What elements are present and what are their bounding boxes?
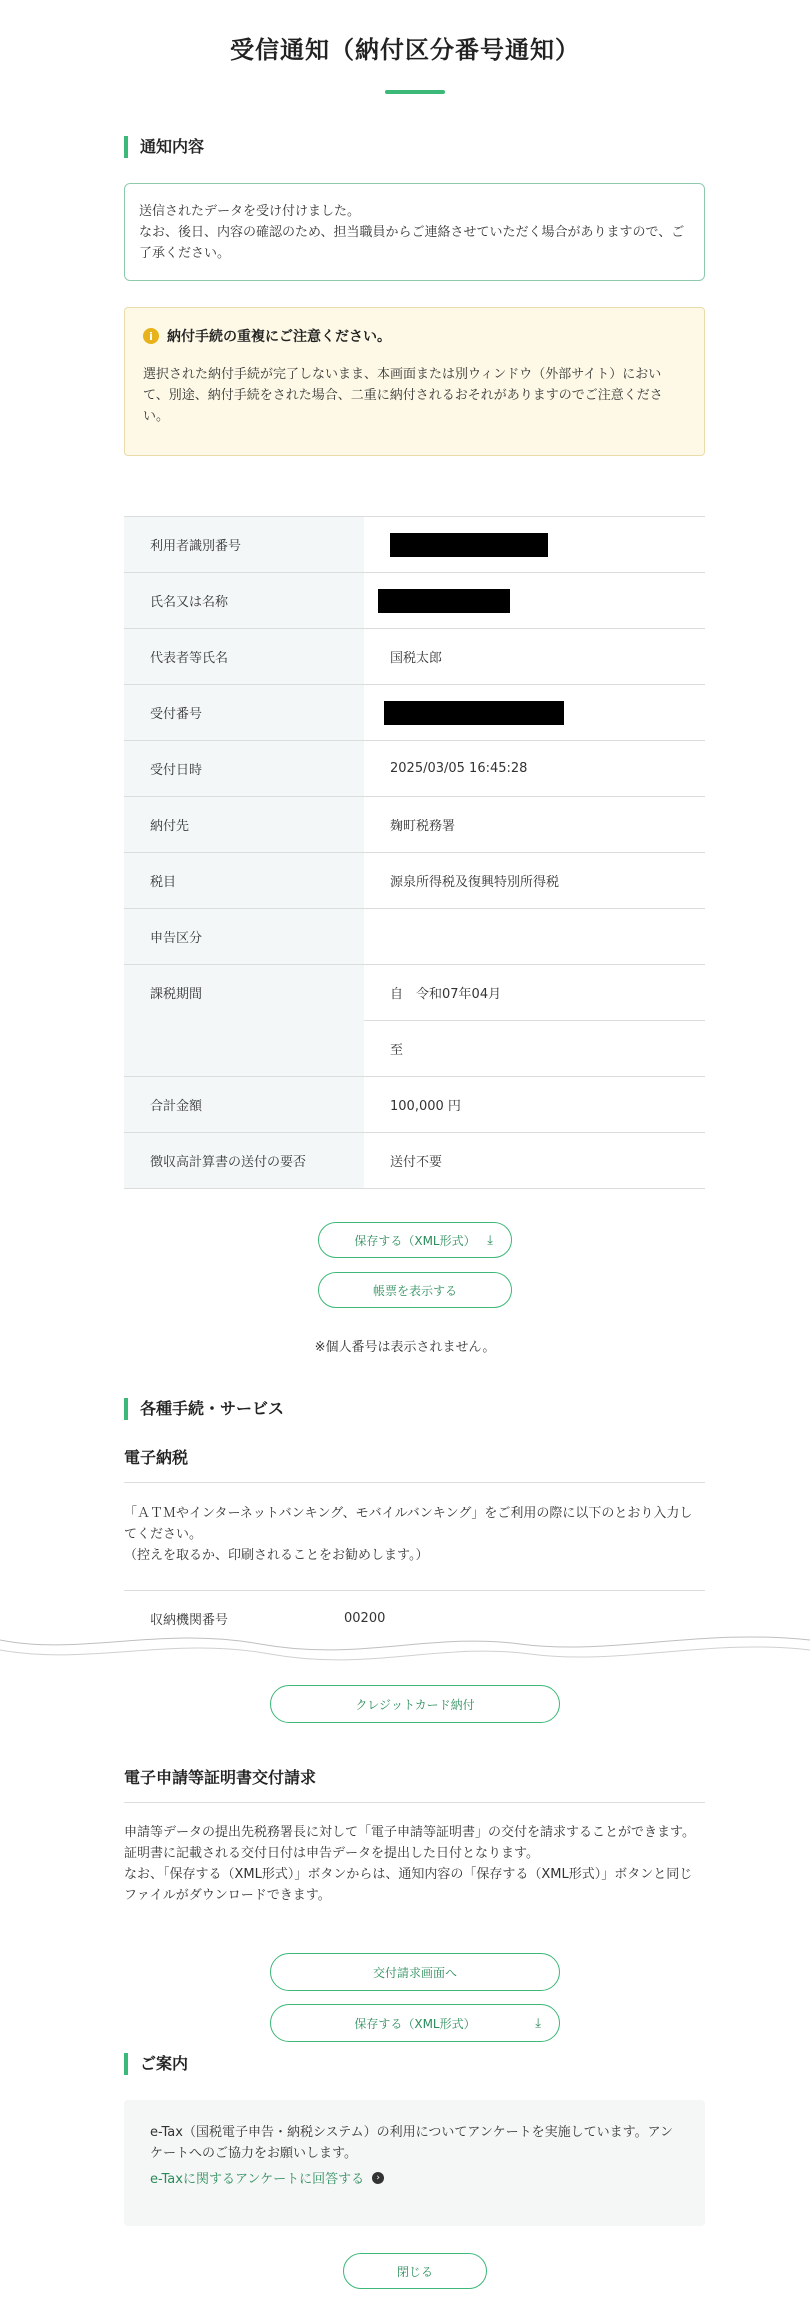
- period-from: 自 令和07年04月: [364, 965, 705, 1021]
- representative-value: 国税太郎: [390, 651, 443, 666]
- notice-box: [124, 183, 705, 281]
- survey-link-label: e-Taxに関するアンケートに回答する: [150, 2172, 365, 2187]
- save-xml-label: 保存する（XML形式）: [354, 1233, 476, 1248]
- close-button[interactable]: 閉じる: [343, 2253, 487, 2289]
- representative-label: 代表者等氏名: [124, 629, 364, 684]
- title-underline: [385, 90, 445, 94]
- torn-edge-divider: [0, 1626, 810, 1686]
- guide-box: [124, 2100, 705, 2226]
- table-row: [124, 741, 705, 797]
- cert-heading: 電子申請等証明書交付請求: [124, 1765, 705, 1803]
- info-icon: i: [143, 328, 159, 344]
- table-row: [124, 1077, 705, 1133]
- user-id-value: [364, 517, 705, 572]
- tax-item-value: 源泉所得税及復興特別所得税: [390, 875, 560, 890]
- guide-text: e-Tax（国税電子申告・納税システム）の利用についてアンケートを実施しています。アンケートへのご協力をお願いします。: [150, 2125, 674, 2161]
- epay-text-1: 「ＡＴＭやインターネットバンキング、モバイルバンキング」をご利用の際に以下のとおり入力してください。: [124, 1506, 693, 1542]
- table-row: [124, 797, 705, 853]
- save-xml-button-2[interactable]: [270, 2004, 560, 2042]
- receipt-datetime-value: 2025/03/05 16:45:28: [390, 761, 528, 776]
- epay-text-2: （控えを取るか、印刷されることをお勧めします。）: [124, 1548, 429, 1563]
- statement-value: 送付不要: [390, 1155, 443, 1170]
- store-number-label: 収納機関番号: [150, 1613, 229, 1628]
- name-value: [364, 573, 705, 628]
- cert-text-3: なお、「保存する（XML形式）」ボタンからは、通知内容の「保存する（XML形式）」ボタンと同じファイルがダウンロードできます。: [124, 1867, 693, 1903]
- tax-item-label: 税目: [124, 853, 364, 908]
- table-row: [124, 965, 705, 1077]
- show-form-button[interactable]: 帳票を表示する: [318, 1272, 512, 1308]
- table-row: [124, 853, 705, 909]
- receipt-number-label: 受付番号: [124, 685, 364, 740]
- period-value: [364, 965, 705, 1076]
- statement-label: 徴収高計算書の送付の要否: [124, 1133, 364, 1188]
- cert-text-1: 申請等データの提出先税務署長に対して「電子申請等証明書」の交付を請求することができます。: [124, 1825, 695, 1840]
- save-xml-2-label: 保存する（XML形式）: [354, 2016, 476, 2031]
- table-row: [124, 1133, 705, 1189]
- total-label: 合計金額: [124, 1077, 364, 1132]
- table-row: [124, 517, 705, 573]
- table-row: [124, 685, 705, 741]
- cert-text-2: 証明書に記載される交付日付は申告データを提出した日付となります。: [124, 1846, 539, 1861]
- declaration-label: 申告区分: [124, 909, 364, 964]
- page-title: 受信通知（納付区分番号通知）: [230, 36, 580, 64]
- save-xml-button[interactable]: [318, 1222, 512, 1258]
- table-row: [124, 909, 705, 965]
- period-label: 課税期間: [124, 965, 364, 1076]
- store-number-value: 00200: [344, 1611, 386, 1626]
- notice-message-1: 送信されたデータを受け付けました。: [139, 204, 361, 219]
- receipt-datetime-label: 受付日時: [124, 741, 364, 796]
- services-heading: 各種手続・サービス: [124, 1398, 284, 1420]
- table-row: [124, 629, 705, 685]
- request-page-button[interactable]: 交付請求画面へ: [270, 1953, 560, 1991]
- redacted-block: [378, 589, 510, 613]
- table-row: [124, 573, 705, 629]
- warning-box: [124, 307, 705, 456]
- warning-title-row: [143, 326, 686, 346]
- declaration-value: [364, 909, 705, 964]
- download-icon: ⤓: [487, 1232, 493, 1248]
- warning-title: 納付手続の重複にご注意ください。: [167, 329, 391, 345]
- user-id-label: 利用者識別番号: [124, 517, 364, 572]
- notice-heading: 通知内容: [124, 136, 204, 158]
- cert-instructions: [124, 1822, 705, 1906]
- name-label: 氏名又は名称: [124, 573, 364, 628]
- info-table: [124, 516, 705, 1189]
- epay-instructions: [124, 1503, 705, 1566]
- guide-heading: ご案内: [124, 2053, 188, 2075]
- download-icon: ⤓: [535, 2015, 541, 2031]
- warning-text: 選択された納付手続が完了しないまま、本画面または別ウィンドウ（外部サイト）において、別途、納付手続をされた場合、二重に納付されるおそれがありますのでご注意ください。: [143, 367, 663, 424]
- notice-message-2: なお、後日、内容の確認のため、担当職員からご連絡させていただく場合がありますので、ご了承ください。: [139, 225, 685, 261]
- total-value: 100,000 円: [390, 1099, 461, 1114]
- payee-label: 納付先: [124, 797, 364, 852]
- arrow-right-circle-icon: ›: [372, 2172, 384, 2184]
- survey-link[interactable]: [150, 2168, 679, 2187]
- credit-card-button[interactable]: クレジットカード納付: [270, 1685, 560, 1723]
- receipt-number-value: [364, 685, 705, 740]
- epay-heading: 電子納税: [124, 1445, 705, 1483]
- redacted-block: [390, 533, 548, 557]
- payee-value: 麹町税務署: [390, 819, 456, 834]
- redacted-block: [384, 701, 564, 725]
- personal-number-note: ※個人番号は表示されません。: [314, 1340, 496, 1355]
- period-to: 至: [390, 1042, 404, 1058]
